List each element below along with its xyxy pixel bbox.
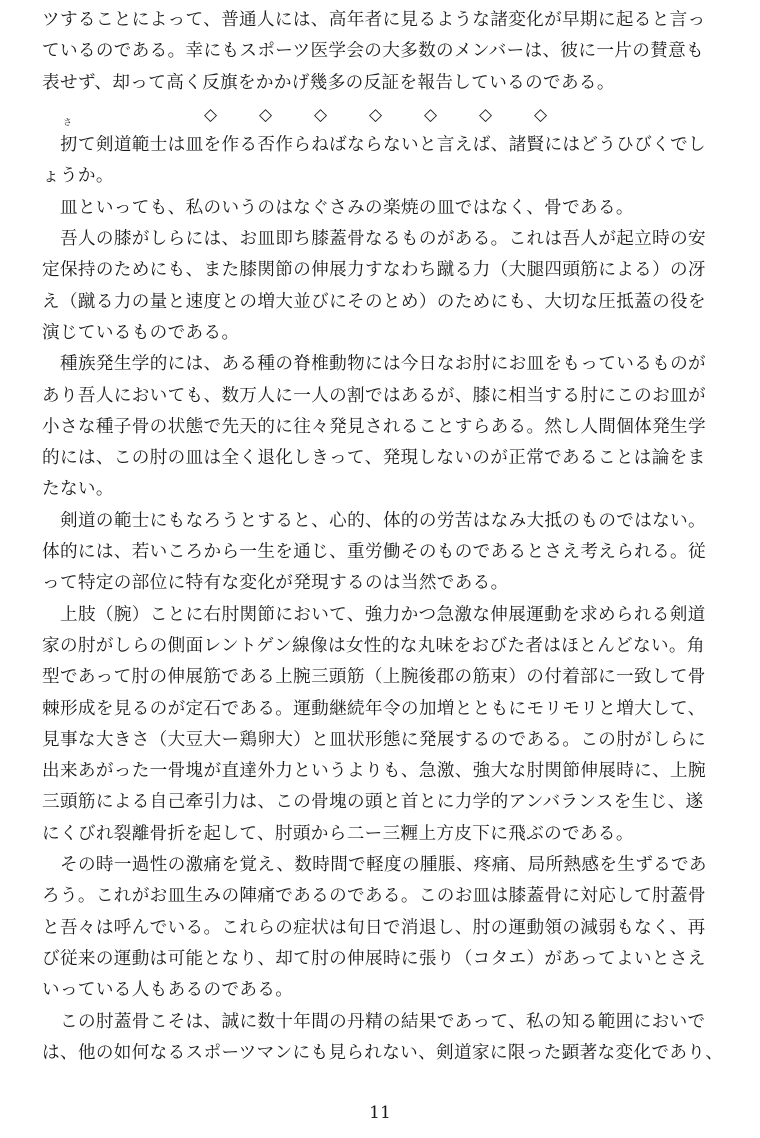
text-line: あり吾人においても、数万人に一人の割ではあるが、膝に相当する肘にこのお皿が [42, 385, 706, 406]
text-line: は、他の如何なるスポーツマンにも見られない、剣道家に限った顕著な変化であり、 [42, 1042, 724, 1063]
text-line: 小さな種子骨の状態で先天的に往々発見されることすらある。然し人間個体発生学 [42, 416, 706, 437]
diamond-icon: ◇ [424, 104, 438, 125]
ruby-character [60, 118, 78, 161]
diamond-icon: ◇ [479, 104, 493, 125]
text-line: 出来あがった一骨塊が直達外力というよりも、急激、強大な肘関節伸展時に、上腕 [42, 761, 706, 782]
text-line: 体的には、若いころから一生を通じ、重労働そのものであるとさえ考えられる。従 [42, 542, 706, 563]
text-line: 家の肘がしらの側面レントゲン線像は女性的な丸味をおびた者はほとんどない。角 [42, 635, 705, 656]
text-line: いっている人もあるのである。 [42, 980, 294, 1001]
furigana: さ [63, 118, 73, 129]
page-number: 11 [369, 1103, 391, 1123]
paragraph-start: 吾人の膝がしらには、お皿即ち膝蓋骨なるものがある。これは吾人が起立時の安 [60, 229, 706, 250]
diamond-icon: ◇ [204, 104, 218, 125]
text-line: ツすることによって、普通人には、高年者に見るような諸変化が早期に起ると言っ [42, 10, 706, 30]
text-line: 定保持のためにも、また膝関節の伸展力すなわち蹴る力（大腿四頭筋による）の冴 [42, 260, 706, 281]
section-separator [42, 99, 732, 130]
diamond-icon: ◇ [534, 104, 548, 125]
paragraph-start: 種族発生学的には、ある種の脊椎動物には今日なお肘にお皿をもっているものが [60, 354, 706, 375]
text-line: 型であって肘の伸展筋である上腕三頭筋（上腕後郡の筋束）の付着部に一致して骨 [42, 667, 706, 688]
text-line: 棘形成を見るのが定石である。運動継続年令の加増とともにモリモリと増大して、 [42, 698, 706, 719]
kanji-with-reading: 扨 [60, 135, 78, 156]
paragraph-start: 剣道の範士にもなろうとすると、心的、体的の労苦はなみ大抵のものではない。 [60, 510, 706, 531]
text-line: ょうか。 [42, 166, 114, 187]
paragraph-start: 皿といっても、私のいうのはなぐさみの楽焼の皿ではなく、骨である。 [60, 197, 634, 218]
diamond-icon: ◇ [369, 104, 383, 125]
text-line: 表せず、却って高く反旗をかかげ幾多の反証を報告しているのである。 [42, 72, 615, 93]
paragraph-start: 上肢（腕）ことに右肘関節において、強力かつ急激な伸展運動を求められる剣道 [60, 604, 706, 625]
paragraph-start: この肘蓋骨こそは、誠に数十年間の丹精の結果であって、私の知る範囲においで [60, 1011, 706, 1032]
text-line: ろう。これがお皿生みの陣痛であるのである。このお皿は膝蓋骨に対応して肘蓋骨 [42, 886, 706, 907]
paragraph-start: その時一過性の激痛を覚え、数時間で軽度の腫脹、疼痛、局所熱感を生ずるであ [60, 855, 707, 876]
body-text [42, 5, 732, 1069]
text-line: び従来の運動は可能となり、却て肘の伸展時に張り（コタエ）があってよいとさえ [42, 948, 706, 969]
text-line: と吾々は呼んでいる。これらの症状は旬日で消退し、肘の運動領の減弱もなく、再 [42, 917, 706, 938]
text-line: 三頭筋による自己牽引力は、この骨塊の頭と首とに力学的アンバランスを生じ、遂 [42, 792, 704, 813]
text-line: え（蹴る力の量と速度との増大並びにそのとめ）のためにも、大切な圧抵蓋の役を [42, 291, 706, 312]
paragraph-first-line [42, 118, 732, 161]
text-line: たない。 [42, 479, 114, 500]
text-line: にくびれ裂離骨折を起して、肘頭から二ー三糎上方皮下に飛ぶのである。 [42, 823, 634, 844]
diamond-icon: ◇ [314, 104, 328, 125]
text-line-rest: て剣道範士は皿を作る否作らねばならないと言えば、諸賢にはどうひびくでし [77, 135, 706, 156]
text-line: ているのである。幸にもスポーツ医学会の大多数のメンバーは、彼に一片の賛意も [42, 41, 704, 62]
text-line: 見事な大きさ（大豆大ー鶏卵大）と皿状形態に発展するのである。この肘がしらに [42, 729, 706, 750]
text-line: って特定の部位に特有な変化が発現するのは当然である。 [42, 573, 509, 594]
text-line: 的には、この肘の皿は全く退化しきって、発現しないのが正常であることは論をま [42, 448, 706, 469]
diamond-icon: ◇ [259, 104, 273, 125]
text-line: 演じているものである。 [42, 322, 240, 343]
